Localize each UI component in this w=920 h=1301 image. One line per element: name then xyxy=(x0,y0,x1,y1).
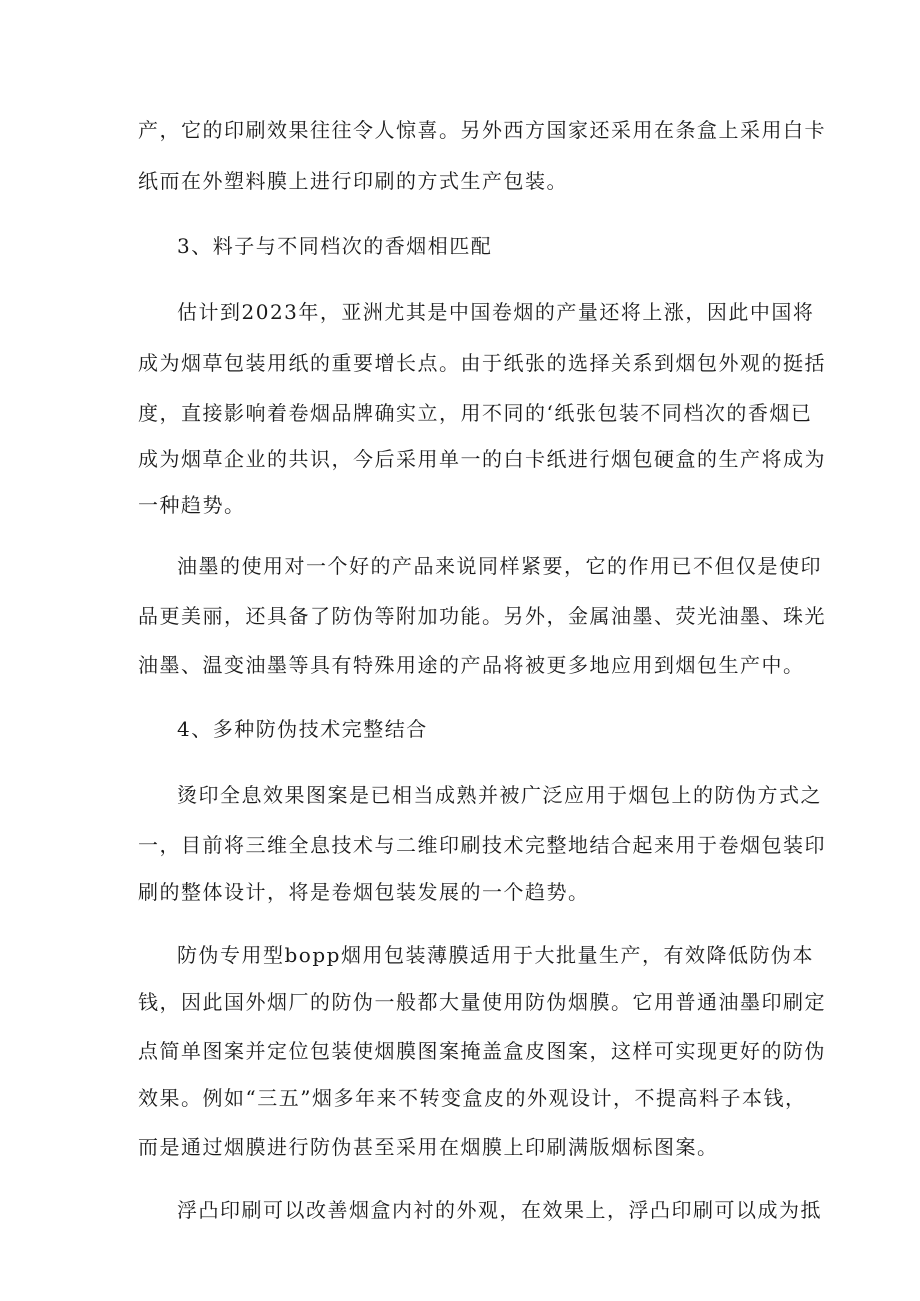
paragraph-1-line-2: 纸而在外塑料膜上进行印刷的方式生产包装。 xyxy=(138,169,568,193)
paragraph-4-line-3: 刷的整体设计，将是卷烟包装发展的一个趋势。 xyxy=(138,880,590,904)
paragraph-5-line-3: 点简单图案并定位包装使烟膜图案掩盖盒皮图案，这样可实现更好的防伪 xyxy=(138,1039,826,1063)
paragraph-5-line-4: 效果。例如“三五”烟多年来不转变盒皮的外观设计，不提高料子本钱， xyxy=(138,1086,807,1110)
paragraph-6-line-1: 浮凸印刷可以改善烟盒内衬的外观，在效果上，浮凸印刷可以成为抵 xyxy=(177,1198,822,1222)
paragraph-3-line-3: 油墨、温变油墨等具有特殊用途的产品将被更多地应用到烟包生产中。 xyxy=(138,653,805,677)
paragraph-2-line-4: 成为烟草企业的共识，今后采用单一的白卡纸进行烟包硬盒的生产将成为 xyxy=(138,447,826,471)
section-heading-4: 4、多种防伪技术完整结合 xyxy=(177,717,428,741)
paragraph-3-line-1: 油墨的使用对一个好的产品来说同样紧要，它的作用已不但仅是使印 xyxy=(177,554,822,578)
paragraph-2-line-5: 一种趋势。 xyxy=(138,493,246,517)
paragraph-2-line-3: 度，直接影响着卷烟品牌确实立，用不同的‘纸张包装不同档次的香烟已 xyxy=(138,401,813,425)
paragraph-5-line-1: 防伪专用型bopp烟用包装薄膜适用于大批量生产，有效降低防伪本 xyxy=(177,943,814,967)
paragraph-2-line-1: 估计到2023年，亚洲尤其是中国卷烟的产量还将上涨，因此中国将 xyxy=(177,300,815,324)
paragraph-5-line-2: 钱，因此国外烟厂的防伪一般都大量使用防伪烟膜。它用普通油墨印刷定 xyxy=(138,990,826,1014)
paragraph-5-line-5: 而是通过烟膜进行防伪甚至采用在烟膜上印刷满版烟标图案。 xyxy=(138,1135,719,1159)
paragraph-2-line-2: 成为烟草包装用纸的重要增长点。由于纸张的选择关系到烟包外观的挺括 xyxy=(138,351,826,375)
paragraph-4-line-2: 一，目前将三维全息技术与二维印刷技术完整地结合起来用于卷烟包装印 xyxy=(138,833,826,857)
paragraph-4-line-1: 烫印全息效果图案是已相当成熟并被广泛应用于烟包上的防伪方式之 xyxy=(177,783,822,807)
paragraph-1-line-1: 产，它的印刷效果往往令人惊喜。另外西方国家还采用在条盒上采用白卡 xyxy=(138,118,826,142)
section-heading-3: 3、料子与不同档次的香烟相匹配 xyxy=(177,234,493,258)
paragraph-3-line-2: 品更美丽，还具备了防伪等附加功能。另外，金属油墨、荧光油墨、珠光 xyxy=(138,604,826,628)
